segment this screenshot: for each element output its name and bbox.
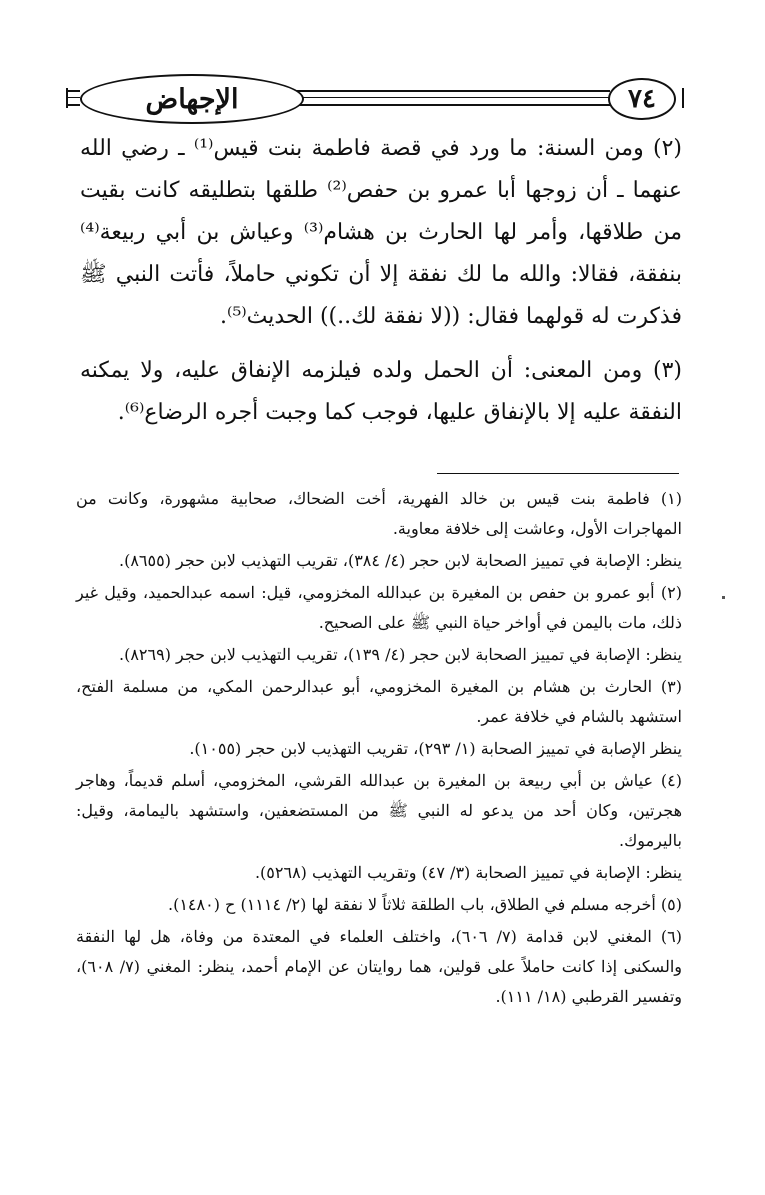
page-number: ٧٤ <box>608 78 676 120</box>
footnote-3: (٣) الحارث بن هشام بن المغيرة المخزومي، أبو عبدالرحمن المكي، من مسلمة الفتح، استشهد بالشام في خلافة عمر. <box>76 677 682 726</box>
footnote-separator <box>437 473 679 474</box>
footnote-4-reference: ينظر: الإصابة في تمييز الصحابة (٣/ ٤٧) وتقريب التهذيب (٥٢٦٨). <box>254 863 682 882</box>
chapter-title: الإجهاض <box>80 74 304 124</box>
margin-mark <box>722 596 725 599</box>
footnote-4: (٤) عياش بن أبي ربيعة بن المغيرة بن عبدالله القرشي، المخزومي، أسلم قديماً، وهاجر هجرتين، وكان أحد من يدعو له النبي ﷺ من المستضعفين، واستشهد باليمامة، وقيل: باليرموك. <box>76 771 683 850</box>
footnotes <box>76 484 682 1014</box>
footnote-3-reference: ينظر الإصابة في تمييز الصحابة (١/ ٢٩٣)، تقريب التهذيب لابن حجر (١٠٥٥). <box>189 739 682 758</box>
footnote-2: (٢) أبو عمرو بن حفص بن المغيرة بن عبدالله المخزومي، قيل: اسمه عبدالحميد، وقيل غير ذلك، مات باليمن في أواخر حياة النبي ﷺ على الصحيح. <box>76 583 682 632</box>
footnote-1: (١) فاطمة بنت قيس بن خالد الفهرية، أخت الضحاك، صحابية مشهورة، وكانت من المهاجرات الأول، وعاشت إلى خلافة معاوية. <box>76 489 682 538</box>
footnote-6: (٦) المغني لابن قدامة (٧/ ٦٠٦)، واختلف العلماء في المعتدة من وفاة، هل لها النفقة والسكنى إذا كانت حاملاً على قولين، هما روايتان عن الإمام أحمد، ينظر: المغني (٧/ ٦٠٨)، وتفسير القرطبي (١٨/ ١١١). <box>76 927 682 1006</box>
paragraph-meaning: (٣) ومن المعنى: أن الحمل ولده فيلزمه الإنفاق عليه، ولا يمكنه النفقة عليه إلا بالإنفاق عليها، فوجب كما وجبت أجره الرضاع⁽⁶⁾. <box>80 358 682 425</box>
footnote-5: (٥) أخرجه مسلم في الطلاق، باب الطلقة ثلاثاً لا نفقة لها (٢/ ١١١٤) ح (١٤٨٠). <box>168 895 682 914</box>
page-header <box>66 68 684 130</box>
footnote-2-reference: ينظر: الإصابة في تمييز الصحابة لابن حجر (٤/ ١٣٩)، تقريب التهذيب لابن حجر (٨٢٦٩). <box>118 645 682 664</box>
paragraph-sunnah: (٢) ومن السنة: ما ورد في قصة فاطمة بنت قيس⁽¹⁾ ـ رضي الله عنهما ـ أن زوجها أبا عمرو بن حفص⁽²⁾ طلقها بتطليقه كانت بقيت من طلاقها، وأمر لها الحارث بن هشام⁽³⁾ وعياش بن أبي ربيعة⁽⁴⁾ بنفقة، فقالا: والله ما لك نفقة إلا أن تكوني حاملاً، فأتت النبي ﷺ فذكرت له قولهما فقال: ((لا نفقة لك..)) الحديث⁽⁵⁾. <box>80 136 682 329</box>
main-text <box>80 128 682 434</box>
header-rule-left <box>66 90 80 106</box>
footnote-1-reference: ينظر: الإصابة في تمييز الصحابة لابن حجر (٤/ ٣٨٤)، تقريب التهذيب لابن حجر (٨٦٥٥). <box>118 551 682 570</box>
